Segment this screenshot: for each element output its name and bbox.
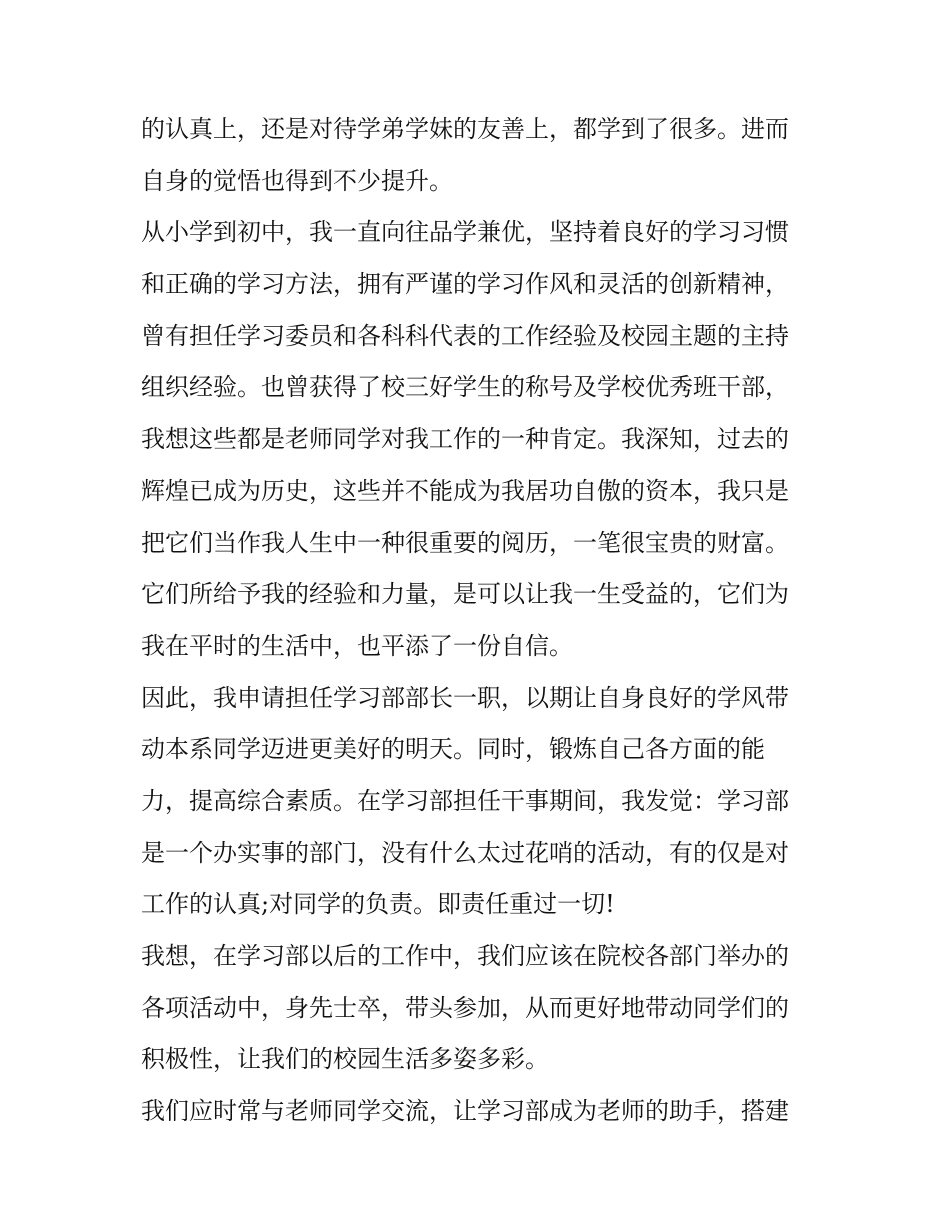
text-line-7: 我想这些都是老师同学对我工作的一种肯定。我深知，过去的 (141, 425, 789, 454)
text-line-8: 辉煌已成为历史，这些并不能成为我居功自傲的资本，我只是 (141, 476, 789, 505)
text-line-18: 各项活动中，身先士卒，带头参加，从而更好地带动同学们的 (141, 993, 789, 1022)
text-line-10: 它们所给予我的经验和力量，是可以让我一生受益的，它们为 (141, 580, 789, 609)
text-line-6: 组织经验。也曾获得了校三好学生的称号及学校优秀班干部， (141, 373, 789, 402)
text-line-11: 我在平时的生活中，也平添了一份自信。 (141, 631, 573, 660)
text-line-3: 从小学到初中，我一直向往品学兼优，坚持着良好的学习习惯 (141, 218, 789, 247)
text-line-17: 我想，在学习部以后的工作中，我们应该在院校各部门举办的 (141, 942, 789, 970)
text-line-13: 动本系同学迈进更美好的明天。同时，锻炼自己各方面的能 (141, 735, 765, 764)
text-line-14: 力，提高综合素质。在学习部担任干事期间，我发觉：学习部 (141, 786, 789, 815)
text-line-9: 把它们当作我人生中一种很重要的阅历，一笔很宝贵的财富。 (141, 528, 789, 557)
text-line-5: 曾有担任学习委员和各科科代表的工作经验及校园主题的主持 (141, 321, 789, 350)
text-line-20: 我们应时常与老师同学交流，让学习部成为老师的助手，搭建 (141, 1097, 789, 1126)
text-line-4: 和正确的学习方法，拥有严谨的学习作风和灵活的创新精神， (141, 270, 789, 299)
text-line-2: 自身的觉悟也得到不少提升。 (141, 166, 453, 195)
document-text-body (141, 104, 821, 1138)
text-line-15: 是一个办实事的部门，没有什么太过花哨的活动，有的仅是对 (141, 838, 789, 867)
text-line-1: 的认真上，还是对待学弟学妹的友善上，都学到了很多。进而 (141, 115, 789, 143)
text-line-19: 积极性，让我们的校园生活多姿多彩。 (141, 1045, 549, 1074)
text-line-12: 因此，我申请担任学习部部长一职，以期让自身良好的学风带 (141, 683, 789, 712)
text-line-16: 工作的认真;对同学的负责。即责任重过一切! (141, 890, 615, 919)
